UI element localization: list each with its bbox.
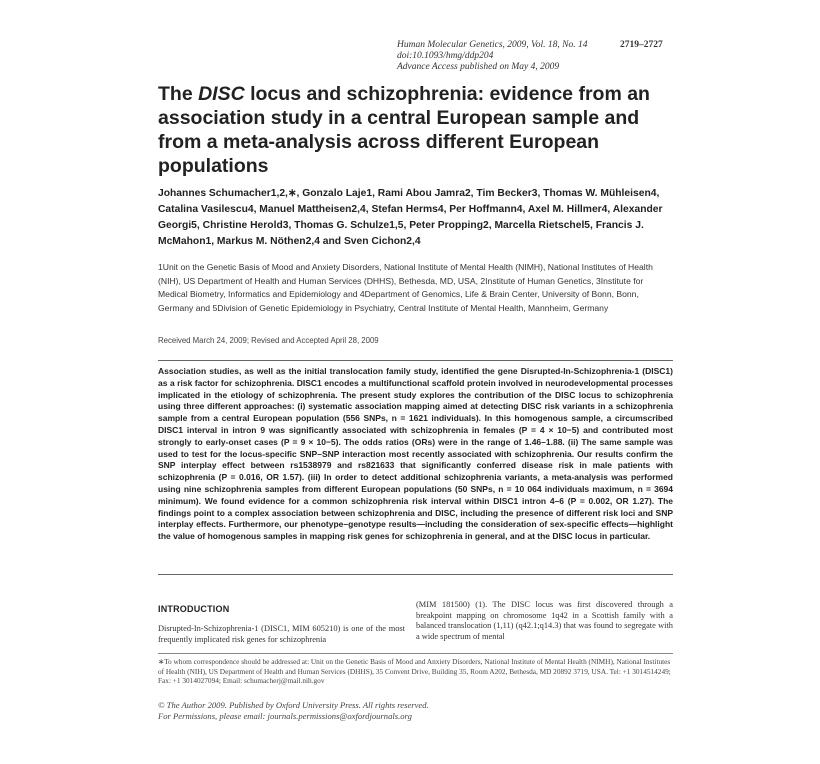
journal-advance-access: Advance Access published on May 4, 2009 — [397, 62, 560, 72]
journal-doi: doi:10.1093/hmg/ddp204 — [397, 51, 494, 61]
footnote-rule — [158, 653, 673, 654]
introduction-heading: INTRODUCTION — [158, 604, 230, 614]
introduction-right-column: (MIM 181500) (1). The DISC locus was first discovered through a breakpoint mapping on chromosome 1q42 in a Scottish family with a balanced translocation (1,11) (q42.1;q14.3) that was found to segregate with a wide spectrum of mental — [416, 600, 673, 641]
copyright-notice — [158, 700, 673, 722]
abstract-bottom-rule — [158, 574, 673, 575]
permissions-line: For Permissions, please email: journals.permissions@oxfordjournals.org — [158, 711, 412, 721]
paper-title — [158, 82, 678, 178]
copyright-line: © The Author 2009. Published by Oxford University Press. All rights reserved. — [158, 700, 429, 710]
affiliations: 1Unit on the Genetic Basis of Mood and Anxiety Disorders, National Institute of Mental Health (NIMH), National Institutes of Health (NIH), US Department of Health and Human Services (DHHS), Bethesda, MD, USA, 2Institute of Human Genetics, 3Institute for Medical Biometry, Informatics and Epidemiology and 4Department of Genomics, Life & Brain Center, University of Bonn, Bonn, Germany and 5Division of Genetic Epidemiology in Psychiatry, Central Institute of Mental Health, Mannheim, Germany — [158, 262, 653, 313]
title-part-1: The — [158, 83, 199, 105]
abstract-top-rule — [158, 360, 673, 361]
journal-header — [397, 40, 697, 73]
received-dates: Received March 24, 2009; Revised and Accepted April 28, 2009 — [158, 336, 379, 345]
title-italic: DISC — [198, 83, 245, 105]
author-list: Johannes Schumacher1,2,∗, Gonzalo Laje1, Rami Abou Jamra2, Tim Becker3, Thomas W. Mühleisen4, Catalina Vasilescu4, Manuel Mattheisen2,4, Stefan Herms4, Per Hoffmann4, Axel M. Hillmer4, Alexander Georgi5, Christine Herold3, Thomas G. Schulze1,5, Peter Propping2, Marcella Rietschel5, Francis J. McMahon1, Markus M. Nöthen2,4 and Sven Cichon2,4 — [158, 188, 663, 247]
abstract: Association studies, as well as the initial translocation family study, identified the gene Disrupted-In-Schizophrenia-1 (DISC1) as a risk factor for schizophrenia. DISC1 encodes a multifunctional scaffold protein involved in neurodevelopmental processes implicated in the etiology of schizophrenia. The present study explores the contribution of the DISC locus to schizophrenia using three different approaches: (i) systematic association mapping aimed at detecting DISC risk variants in a schizophrenia sample from a central European population (556 SNPs, n = 1621 individuals). In this homogenous sample, a circumscribed DISC1 interval in intron 9 was significantly associated with schizophrenia in females (P = 4 × 10−5) and contributed most strongly to early-onset cases (P = 9 × 10−5). The odds ratios (ORs) were in the range of 1.46–1.88. (ii) The same sample was used to test for the locus-specific SNP–SNP interaction most recently associated with schizophrenia. Our results confirm the SNP interplay effect between rs1538979 and rs821633 that significantly conferred disease risk in male patients with schizophrenia (P = 0.016, OR 1.57). (iii) In order to detect additional schizophrenia variants, a meta-analysis was performed using nine schizophrenia samples from different European populations (50 SNPs, n = 10 064 individuals maximum, n = 3694 minimum). We found evidence for a common schizophrenia risk interval within DISC1 intron 4–6 (P = 0.002, OR 1.27). The findings point to a complex association between schizophrenia and DISC, including the presence of different risk loci and SNP interplay effects. Furthermore, our phenotype–genotype results—including the consideration of sex-specific effects—highlight the value of homogenous samples in mapping risk genes for schizophrenia in general, and at the DISC locus in particular. — [158, 366, 673, 542]
title-part-2: locus and schizophrenia: evidence from an association study in a central European sample and from a meta-analysis across different European populations — [158, 83, 650, 177]
journal-pages: 2719–2727 — [620, 40, 663, 50]
introduction-left-column: Disrupted-In-Schizophrenia-1 (DISC1, MIM 605210) is one of the most frequently implicated risk genes for schizophrenia — [158, 624, 405, 644]
journal-citation: Human Molecular Genetics, 2009, Vol. 18, No. 14 — [397, 40, 588, 50]
correspondence-footnote: ∗To whom correspondence should be addressed at: Unit on the Genetic Basis of Mood and Anxiety Disorders, National Institute of Mental Health (NIMH), National Institutes of Health (NIH), US Department of Health and Human Services (DHHS), 35 Convent Drive, Building 35, Room A202, Bethesda, MD 20892 3719, USA. Tel: +1 3014514249; Fax: +1 3014027094; Email: schumacherj@mail.nih.gov — [158, 657, 671, 685]
